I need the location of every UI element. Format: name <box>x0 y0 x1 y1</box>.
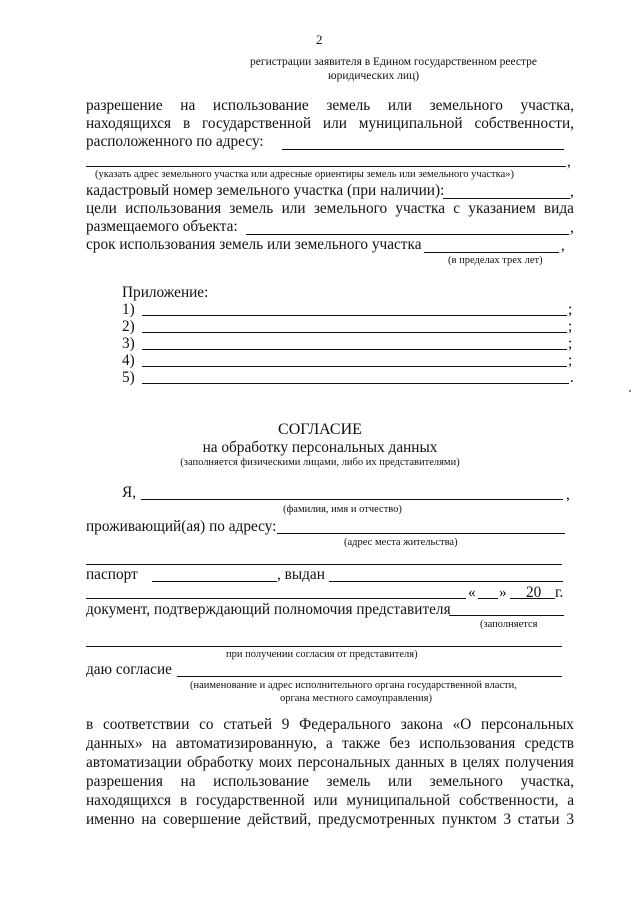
appendix-field-2[interactable] <box>142 332 567 333</box>
word: Федерального <box>299 716 391 733</box>
word: в <box>449 754 458 771</box>
authority-hint-2: органа местного самоуправления) <box>280 693 432 704</box>
fio-field[interactable] <box>141 499 563 500</box>
word: предусмотренных <box>317 811 436 828</box>
word: или <box>387 97 412 114</box>
object-field[interactable] <box>246 234 569 235</box>
semicolon: ; <box>568 335 573 352</box>
word: государственной <box>195 792 305 809</box>
word: на <box>141 811 157 828</box>
consent-title: СОГЛАСИЕ <box>278 421 362 438</box>
scan-speck <box>629 390 631 392</box>
cadastral-field[interactable] <box>443 198 570 199</box>
word: получения <box>505 754 574 771</box>
consent-subtitle: на обработку персональных данных <box>202 439 438 456</box>
semicolon: ; <box>568 352 573 369</box>
term-hint: (в пределах трех лет) <box>448 255 543 266</box>
word: или <box>388 773 413 790</box>
issued-label: , выдан <box>277 566 325 583</box>
permit-address-label: расположенного по адресу: <box>86 133 264 150</box>
date-quote-close: » <box>499 584 507 601</box>
word: земельного <box>313 200 388 217</box>
word: собственности, <box>458 792 559 809</box>
word: разрешения <box>86 773 163 790</box>
issued-field-2[interactable] <box>86 598 466 599</box>
passport-field[interactable] <box>152 581 277 582</box>
word: статьи <box>517 811 560 828</box>
consent-body-line-4 <box>86 773 574 791</box>
consent-body-line-6 <box>86 811 574 829</box>
word: также <box>341 735 381 752</box>
fill-hint-1: (заполняется <box>480 619 538 630</box>
word: обработку <box>187 754 254 771</box>
word: моих <box>259 754 293 771</box>
header-line-2: юридических лиц) <box>328 70 420 82</box>
word: использования <box>419 735 516 752</box>
word: использование <box>213 773 309 790</box>
word: цели <box>86 200 117 217</box>
word: в <box>179 792 188 809</box>
word: указанием <box>468 200 536 217</box>
word: 9 <box>281 716 290 733</box>
fio-hint: (фамилия, имя и отчество) <box>283 504 402 515</box>
word: государственной <box>202 115 312 132</box>
word: статьей <box>223 716 273 733</box>
header-line-1: регистрации заявителя в Едином государственном реестре <box>250 56 538 68</box>
word: средств <box>524 735 574 752</box>
residence-field-1[interactable] <box>277 533 565 534</box>
comma: , <box>566 486 570 503</box>
page-number: 2 <box>316 32 323 47</box>
date-quote-open: « <box>468 584 476 601</box>
word: закона <box>400 716 443 733</box>
word: использование <box>212 97 309 114</box>
term-label: срок использования земель или земельного участка <box>86 236 422 253</box>
semicolon: ; <box>568 301 573 318</box>
comma: , <box>561 237 565 254</box>
word: именно <box>86 811 135 828</box>
date-year-prefix: 20 <box>526 584 542 601</box>
appendix-field-5[interactable] <box>142 383 569 384</box>
word: данных <box>395 754 445 771</box>
word: без <box>389 735 411 752</box>
consent-body-line-5 <box>86 792 574 810</box>
word: земельного <box>429 773 503 790</box>
address-hint: (указать адрес земельного участка или адресные ориентиры земель или земельного участка») <box>95 169 514 180</box>
residence-hint: (адрес места жительства) <box>344 537 458 548</box>
word: или <box>322 115 347 132</box>
word: земель <box>326 97 371 114</box>
address-field-1[interactable] <box>282 149 564 150</box>
word: автоматизации <box>86 754 182 771</box>
word: в <box>86 716 94 733</box>
appendix-title: Приложение: <box>122 284 209 301</box>
comma: , <box>570 219 574 236</box>
appendix-field-4[interactable] <box>142 366 567 367</box>
word: или <box>281 200 306 217</box>
word: 3 <box>566 811 574 828</box>
word: со <box>199 716 214 733</box>
word: совершение <box>163 811 241 828</box>
date-day-field[interactable] <box>478 598 498 599</box>
word: соответствии <box>102 716 190 733</box>
word: вида <box>543 200 574 217</box>
word: автоматизированную, <box>175 735 317 752</box>
permit-line-2 <box>86 115 574 133</box>
word: участка <box>395 200 446 217</box>
word: собственности, <box>474 115 574 132</box>
date-year-suffix: г. <box>555 584 564 601</box>
word: земель <box>326 773 371 790</box>
word: персональных <box>297 754 391 771</box>
residence-field-2[interactable] <box>86 564 562 565</box>
object-label: размещаемого объекта: <box>86 218 238 235</box>
consent-note: (заполняется физическими лицами, либо их представителями) <box>180 457 460 468</box>
word: пунктом <box>441 811 497 828</box>
word: муниципальной <box>346 792 451 809</box>
word: на <box>180 97 196 114</box>
issued-field[interactable] <box>329 581 563 582</box>
word: или <box>313 792 338 809</box>
word: действий, <box>247 811 312 828</box>
word: «О <box>452 716 472 733</box>
rep-doc-field[interactable] <box>449 615 564 616</box>
date-year-field[interactable] <box>542 598 554 599</box>
word: 3 <box>503 811 512 828</box>
word: находящихся <box>86 792 172 809</box>
cadastral-label: кадастровый номер земельного участка (при наличии): <box>86 182 445 199</box>
period: . <box>570 369 574 386</box>
word: целях <box>462 754 500 771</box>
give-consent-label: даю согласие <box>86 661 172 678</box>
appendix-item-number: 1) <box>122 301 135 318</box>
consent-body-line-2 <box>86 735 574 753</box>
word: находящихся <box>86 115 172 132</box>
word: персональных <box>481 716 574 733</box>
fill-hint-2: при получении согласия от представителя) <box>226 649 418 660</box>
appendix-field-1[interactable] <box>142 315 567 316</box>
address-field-2[interactable] <box>86 166 566 167</box>
word: муниципальной <box>358 115 463 132</box>
residing-label: проживающий(ая) по адресу: <box>86 518 277 535</box>
word: земельного <box>429 97 503 114</box>
word: а <box>567 792 574 809</box>
comma: , <box>570 183 574 200</box>
word: земель <box>229 200 274 217</box>
word: а <box>326 735 333 752</box>
appendix-item-number: 5) <box>122 369 135 386</box>
term-field[interactable] <box>424 252 559 253</box>
word: в <box>182 115 191 132</box>
i-label: Я, <box>122 484 137 501</box>
word: на <box>180 773 196 790</box>
word: разрешение <box>86 97 163 114</box>
appendix-item-number: 2) <box>122 318 135 335</box>
word: использования <box>125 200 222 217</box>
consent-body-line-3 <box>86 754 574 772</box>
semicolon: ; <box>568 318 573 335</box>
appendix-item-number: 3) <box>122 335 135 352</box>
authority-field[interactable] <box>177 676 562 677</box>
appendix-item-number: 4) <box>122 352 135 369</box>
word: участка, <box>520 773 574 790</box>
rep-doc-field-2[interactable] <box>86 646 562 647</box>
word: на <box>151 735 167 752</box>
comma: , <box>567 153 571 170</box>
rep-doc-label: документ, подтверждающий полномочия представителя <box>86 601 451 618</box>
purpose-line <box>86 200 574 218</box>
authority-hint-1: (наименование и адрес исполнительного органа государственной власти, <box>190 680 517 691</box>
permit-line-1 <box>86 97 574 115</box>
appendix-field-3[interactable] <box>142 349 567 350</box>
word: с <box>453 200 461 217</box>
word: данных» <box>86 735 143 752</box>
passport-label: паспорт <box>86 566 138 583</box>
consent-body-line-1 <box>86 716 574 734</box>
word: участка, <box>520 97 574 114</box>
